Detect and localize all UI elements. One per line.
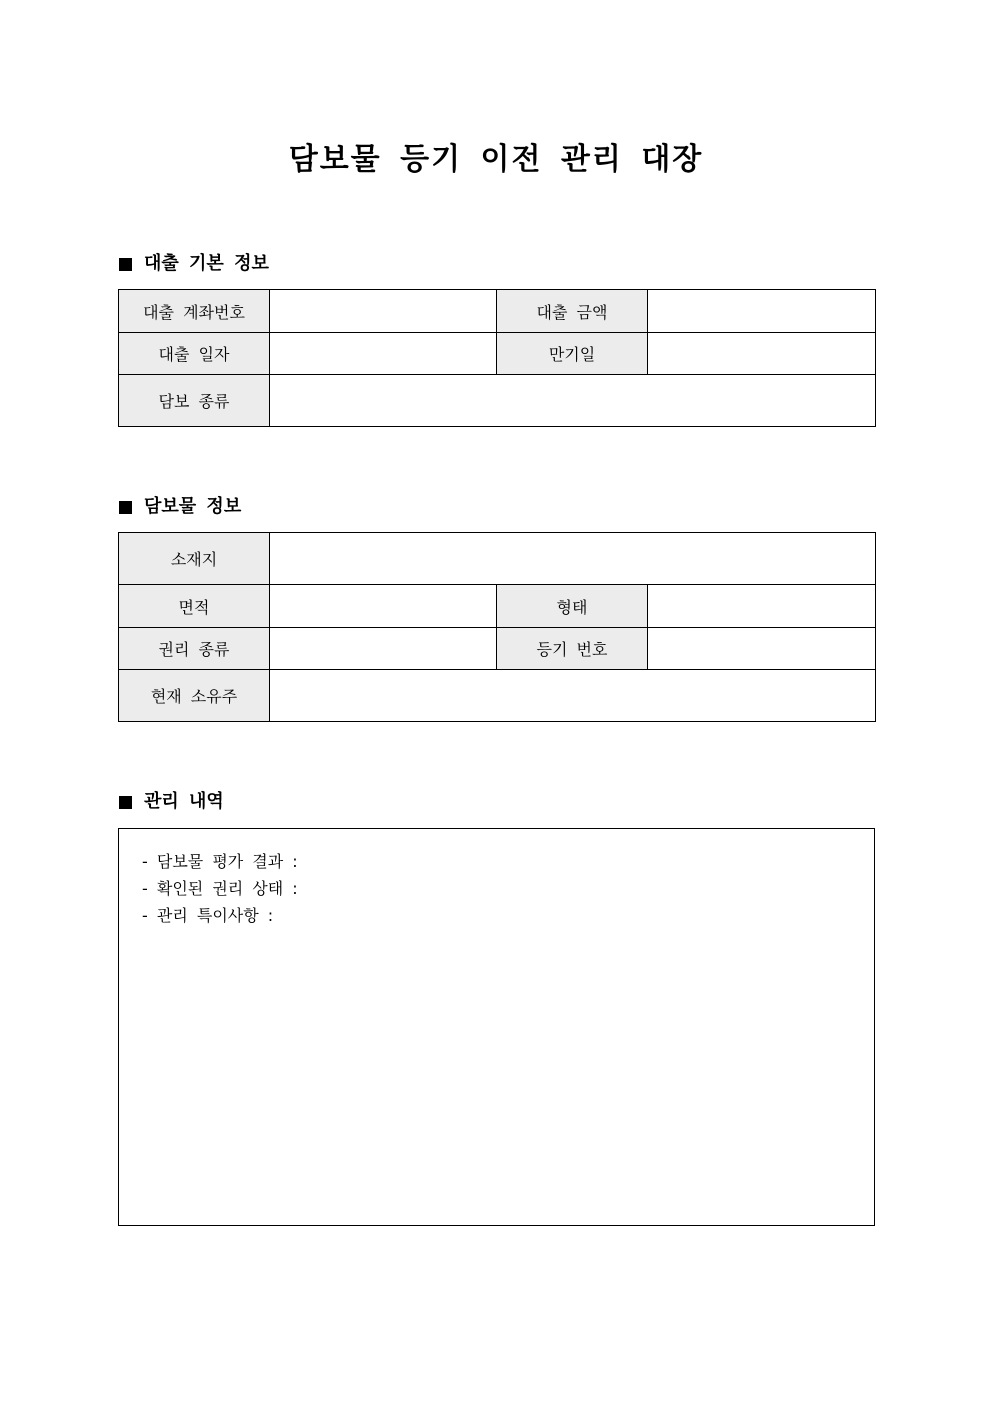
document-title: 담보물 등기 이전 관리 대장 (288, 142, 704, 177)
label-form: 형태 (497, 585, 648, 628)
registry-no-field[interactable] (648, 628, 876, 670)
table-row (119, 585, 876, 628)
area-field[interactable] (270, 585, 497, 628)
label-right-type: 권리 종류 (119, 628, 270, 670)
table-row (119, 670, 876, 722)
loan-info-table (118, 289, 876, 427)
label-area: 면적 (119, 585, 270, 628)
table-row (119, 375, 876, 427)
maturity-field[interactable] (648, 333, 876, 375)
management-notes-box[interactable] (118, 828, 875, 1226)
square-bullet-icon (119, 501, 132, 514)
collateral-type-field[interactable] (270, 375, 876, 427)
label-location: 소재지 (119, 533, 270, 585)
label-loan-date: 대출 일자 (119, 333, 270, 375)
table-row (119, 290, 876, 333)
label-collateral-type: 담보 종류 (119, 375, 270, 427)
note-special-remarks: - 관리 특이사항 : (142, 906, 274, 925)
section-heading-label: 대출 기본 정보 (144, 253, 269, 274)
location-field[interactable] (270, 533, 876, 585)
label-amount: 대출 금액 (497, 290, 648, 333)
square-bullet-icon (119, 796, 132, 809)
amount-field[interactable] (648, 290, 876, 333)
square-bullet-icon (119, 258, 132, 271)
owner-field[interactable] (270, 670, 876, 722)
note-evaluation-result: - 담보물 평가 결과 : (142, 852, 298, 871)
section-heading-label: 관리 내역 (144, 791, 224, 812)
table-row (119, 333, 876, 375)
section-heading-management (119, 791, 224, 813)
label-maturity: 만기일 (497, 333, 648, 375)
account-no-field[interactable] (270, 290, 497, 333)
loan-date-field[interactable] (270, 333, 497, 375)
label-account-no: 대출 계좌번호 (119, 290, 270, 333)
right-type-field[interactable] (270, 628, 497, 670)
label-registry-no: 등기 번호 (497, 628, 648, 670)
section-heading-loan (119, 253, 269, 275)
note-rights-status: - 확인된 권리 상태 : (142, 879, 298, 898)
table-row (119, 628, 876, 670)
collateral-info-table (118, 532, 876, 722)
label-owner: 현재 소유주 (119, 670, 270, 722)
table-row (119, 533, 876, 585)
section-heading-collateral (119, 496, 241, 518)
section-heading-label: 담보물 정보 (144, 496, 242, 517)
form-field[interactable] (648, 585, 876, 628)
